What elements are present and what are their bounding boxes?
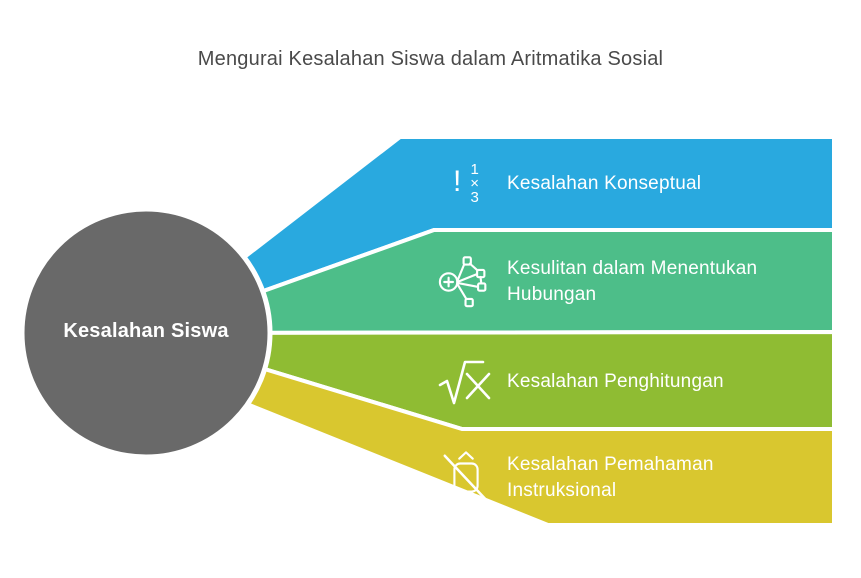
fraction-numerator: 1 (470, 160, 479, 178)
exclamation-glyph: ! (452, 164, 462, 198)
hub-label: Kesalahan Siswa (63, 320, 229, 342)
no-reorder-icon (433, 431, 499, 525)
branch-label-4: Kesalahan Pemahaman Instruksional (507, 454, 714, 501)
fraction-operator: × (470, 174, 480, 192)
fraction-denominator: 3 (470, 188, 479, 206)
page-title: Mengurai Kesalahan Siswa dalam Aritmatika Sosial (197, 48, 664, 70)
branch-label-3: Kesalahan Penghitungan (507, 370, 724, 392)
fraction-error-icon (433, 137, 499, 230)
fraction-stack (470, 160, 480, 206)
fraction-error-glyphs (452, 160, 480, 206)
network-diagram-icon (433, 232, 499, 332)
branch-label-1: Kesalahan Konseptual (507, 172, 702, 194)
square-root-icon (433, 334, 499, 429)
branch-label-2: Kesulitan dalam Menentukan Hubungan (507, 258, 758, 305)
